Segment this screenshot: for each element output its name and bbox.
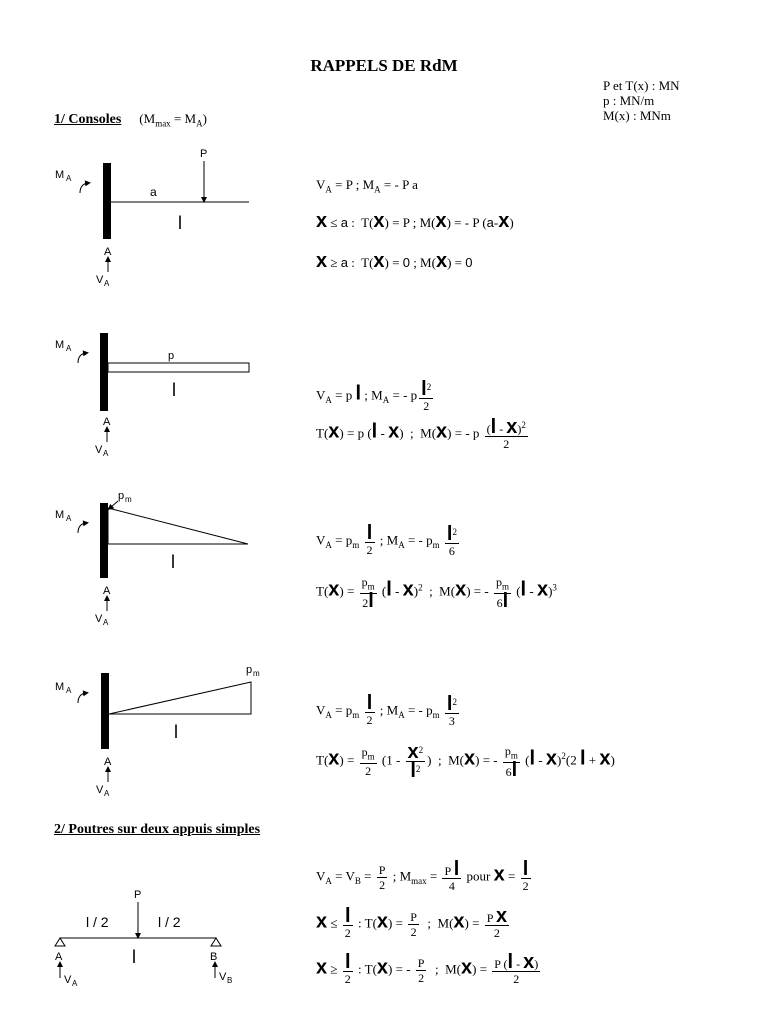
svg-text:A: A <box>72 979 78 988</box>
case2-eq2: T(x) = p (l - x) ; M(x) = - p $\frac{(l - x)^2}{2}$ <box>316 416 526 451</box>
page-title: RAPPELS DE RdM <box>310 56 458 75</box>
diagram-simply-supported-beam <box>55 889 232 988</box>
svg-text:M: M <box>55 169 65 181</box>
case4-eq1: $V_A = p_m$ $\frac{l}{2}$ ; $M_A$ = - $p_m$ $\frac{l^2}{3}$ <box>316 692 457 728</box>
svg-text:M: M <box>55 509 65 521</box>
case5-eq3: x ≥ $\frac{l}{2}$ : T(x) = - $\frac{P}{2}$ ; M(x) = $\frac{P (l - x)}{2}$ <box>316 951 539 986</box>
svg-text:l: l <box>172 380 176 400</box>
svg-text:l: l <box>174 722 178 742</box>
case1-eq1: $V_A = P$ ; $M_A$ = - P a <box>316 177 418 195</box>
svg-text:A: A <box>104 756 112 768</box>
svg-text:A: A <box>104 279 110 288</box>
svg-text:l: l <box>178 213 182 233</box>
svg-text:p: p <box>168 350 175 362</box>
svg-text:A: A <box>103 618 109 627</box>
svg-text:l: l <box>171 552 175 572</box>
section-2-title: 2/ Poutres sur deux appuis simples <box>54 822 261 837</box>
svg-text:A: A <box>55 951 63 963</box>
case3-eq1: $V_A = p_m$ $\frac{l}{2}$ ; $M_A$ = - $p_m$ $\frac{l^2}{6}$ <box>316 522 457 558</box>
svg-text:l: l <box>132 947 136 967</box>
case3-eq2: T(x) = $\frac{p_m}{2l}$ (l - x)$^2$ ; M(x) = - $\frac{p_m}{6l}$ (l - x)$^3$ <box>316 575 557 613</box>
svg-text:V: V <box>95 613 103 625</box>
svg-text:V: V <box>96 274 104 286</box>
svg-text:m: m <box>125 495 132 504</box>
diagram-uniform-load-cantilever <box>55 333 249 458</box>
svg-text:V: V <box>64 974 72 986</box>
svg-text:M: M <box>55 339 65 351</box>
case1-eq2: x ≤ a : T(x) = P ; M(x) = - P (a-x) <box>316 210 514 232</box>
case4-eq2: T(x) = $\frac{p_m}{2}$ (1 - $\frac{x^2}{l^2}$ ) ; M(x) = - $\frac{p_m}{6l}$ (l - x)$^2$(2 l + x) <box>316 741 615 782</box>
svg-text:M: M <box>55 681 65 693</box>
svg-text:p: p <box>246 664 253 676</box>
svg-text:A: A <box>104 789 110 798</box>
section-1-title: 1/ Consoles <box>54 112 122 127</box>
svg-text:m: m <box>253 669 260 678</box>
svg-text:A: A <box>66 514 72 523</box>
diagram-point-load-cantilever <box>55 148 249 288</box>
case1-eq3: x ≥ a : T(x) = 0 ; M(x) = 0 <box>316 250 473 272</box>
svg-text:V: V <box>96 784 104 796</box>
svg-text:p: p <box>118 490 125 502</box>
svg-text:A: A <box>104 246 112 258</box>
svg-text:P: P <box>200 148 208 160</box>
units-line: P et T(x) : MN <box>603 78 680 93</box>
svg-text:A: A <box>103 449 109 458</box>
diagram-triangle-load-max-at-free-end <box>55 664 260 798</box>
case5-eq1: $V_A = V_B$ = $\frac{P}{2}$ ; $M_{max}$ = $\frac{\text{P l}}{4}$ pour x = $\frac{l}{2}$ <box>316 858 529 893</box>
diagram-triangle-load-max-at-support <box>55 490 248 627</box>
svg-text:B: B <box>227 976 233 985</box>
units-line: p : MN/m <box>603 93 655 108</box>
svg-text:A: A <box>66 686 72 695</box>
svg-text:B: B <box>210 951 218 963</box>
units-line: M(x) : MNm <box>603 108 671 123</box>
svg-text:V: V <box>219 971 227 983</box>
svg-text:l / 2: l / 2 <box>86 914 109 930</box>
svg-text:P: P <box>134 889 142 901</box>
svg-text:A: A <box>66 344 72 353</box>
svg-text:l / 2: l / 2 <box>158 914 181 930</box>
svg-text:V: V <box>95 444 103 456</box>
svg-text:A: A <box>66 174 72 183</box>
svg-text:A: A <box>103 416 111 428</box>
case2-eq1: $V_A = p$ l ; $M_A$ = - p $\frac{l^2}{2}$ <box>316 378 432 413</box>
svg-text:A: A <box>103 585 111 597</box>
section-1-note: $(M_{max} = M_A)$ <box>139 111 207 129</box>
svg-text:a: a <box>150 185 157 199</box>
case5-eq2: x ≤ $\frac{l}{2}$ : T(x) = $\frac{P}{2}$ ; M(x) = $\frac{\text{P x}}{2}$ <box>316 905 508 940</box>
